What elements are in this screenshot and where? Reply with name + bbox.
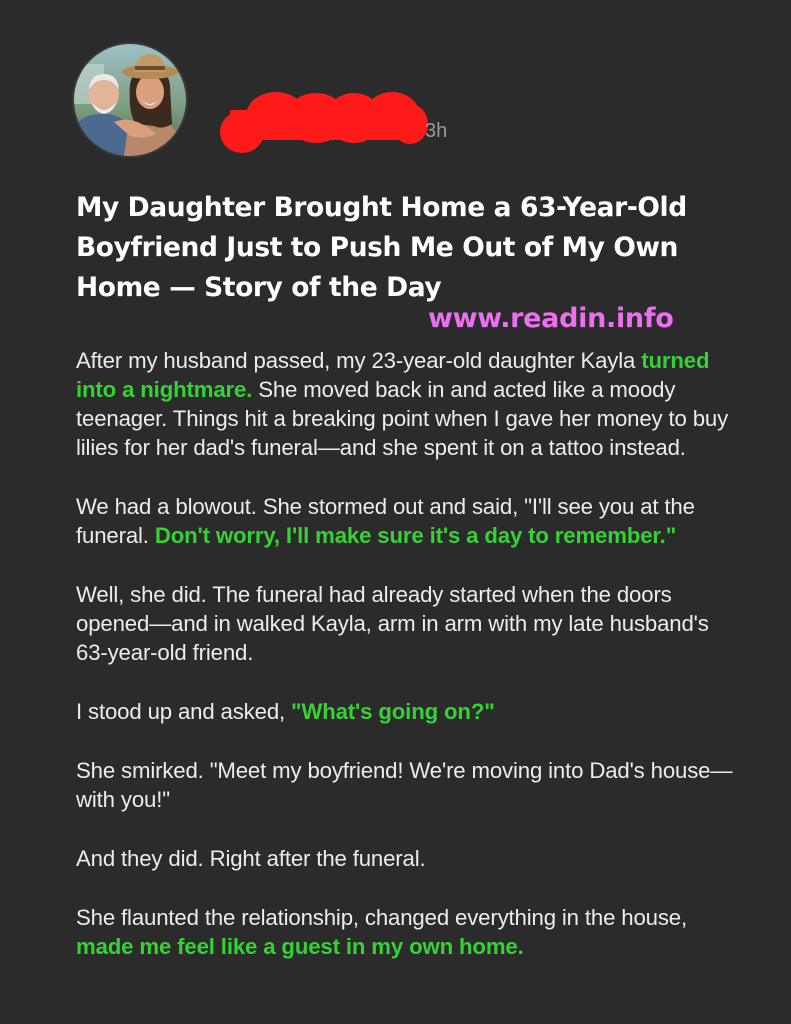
paragraph-text: And they did. Right after the funeral.	[76, 846, 426, 871]
paragraph-2	[76, 492, 736, 550]
paragraph-text: Well, she did. The funeral had already started when the doors opened—and in walked Kayla, arm in arm with my late husband's 63-year-old friend.	[76, 582, 709, 665]
paragraph-text: After my husband passed, my 23-year-old daughter Kayla	[76, 348, 642, 373]
watermark-url: www.readin.info	[428, 303, 674, 334]
paragraph-4	[76, 697, 736, 726]
paragraph-7	[76, 903, 736, 961]
post-header	[72, 42, 772, 154]
post-timestamp: 3h	[425, 120, 448, 142]
paragraph-6	[76, 844, 736, 873]
paragraph-3	[76, 580, 736, 667]
avatar[interactable]	[72, 42, 188, 158]
story-body	[76, 346, 736, 991]
paragraph-text: She smirked. "Meet my boyfriend! We're moving into Dad's house—with you!"	[76, 758, 733, 812]
paragraph-text: She moved back in and acted like a moody teenager. Things hit a breaking point when I gave her money to buy lilies for her dad's funeral—and she spent it on a tattoo instead.	[76, 377, 729, 460]
paragraph-1	[76, 346, 736, 462]
highlighted-text: Don't worry, I'll make sure it's a day to remember."	[154, 523, 677, 548]
paragraph-text: I stood up and asked,	[76, 699, 292, 724]
highlighted-text: turned into a nightmare.	[76, 348, 710, 402]
redacted-name-scribble-icon	[220, 88, 430, 154]
avatar-photo-icon	[74, 44, 186, 156]
highlighted-text: made me feel like a guest in my own home.	[76, 934, 524, 959]
highlighted-text: "What's going on?"	[291, 699, 495, 724]
story-title[interactable]: My Daughter Brought Home a 63-Year-Old Boyfriend Just to Push Me Out of My Own Home — Story of the Day	[76, 192, 687, 303]
paragraph-5	[76, 756, 736, 814]
paragraph-text: She flaunted the relationship, changed everything in the house,	[76, 905, 688, 930]
paragraph-text: We had a blowout. She stormed out and said, "I'll see you at the funeral.	[76, 494, 695, 548]
